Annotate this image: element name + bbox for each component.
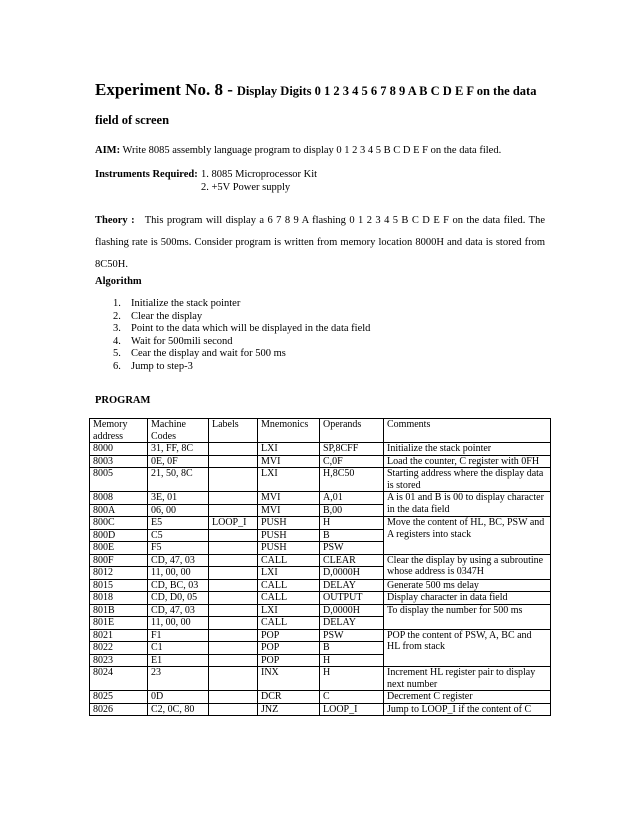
table-cell — [209, 579, 258, 592]
header-cell: Labels — [209, 419, 258, 443]
header-cell: Machine Codes — [148, 419, 209, 443]
table-cell — [209, 617, 258, 630]
instrument-item: 2. +5V Power supply — [201, 182, 291, 193]
instrument-item: 1. 8085 Microprocessor Kit — [201, 169, 318, 180]
table-cell: LXI — [258, 443, 320, 456]
table-cell: DELAY — [320, 617, 384, 630]
theory-text: This program will display a 6 7 8 9 A flashing 0 1 2 3 4 5 B C D E F on the data filed. The flashing rate is 500ms. Consider program is written from memory location 8000H and data is stored from 8C50H. — [95, 215, 546, 270]
comment-cell: Load the counter, C register with 0FH — [384, 455, 551, 468]
table-cell: E1 — [148, 654, 209, 667]
comment-cell: Initialize the stack pointer — [384, 443, 551, 456]
table-cell: SP,8CFF — [320, 443, 384, 456]
comment-cell: Starting address where the display data is stored — [384, 468, 551, 492]
table-cell: PUSH — [258, 542, 320, 555]
table-cell: 0D — [148, 691, 209, 704]
algorithm-step: 6. Jump to step-3 — [113, 360, 193, 372]
table-cell — [209, 667, 258, 691]
algorithm-step: 2. Clear the display — [113, 310, 203, 322]
table-cell: CD, 47, 03 — [148, 554, 209, 567]
table-row — [90, 667, 551, 691]
table-cell: DELAY — [320, 579, 384, 592]
table-cell: H,8C50 — [320, 468, 384, 492]
table-row — [90, 629, 551, 642]
table-cell: E5 — [148, 517, 209, 530]
comment-cell: Clear the display by using a subroutine whose address is 0347H — [384, 554, 551, 579]
title-line2: field of screen — [95, 113, 170, 127]
experiment-title — [95, 77, 555, 133]
table-cell: 06, 00 — [148, 504, 209, 517]
title-main: Experiment No. 8 - — [95, 80, 233, 99]
table-cell: 800C — [90, 517, 148, 530]
title-subtitle: Display Digits 0 1 2 3 4 5 6 7 8 9 A B C D E F on the data — [236, 84, 537, 98]
table-cell: 31, FF, 8C — [148, 443, 209, 456]
table-cell: B — [320, 529, 384, 542]
table-cell: D,0000H — [320, 604, 384, 617]
table-cell: 11, 00, 00 — [148, 617, 209, 630]
table-cell: MVI — [258, 504, 320, 517]
algorithm-list — [113, 298, 370, 373]
table-cell: 8003 — [90, 455, 148, 468]
table-cell — [209, 504, 258, 517]
table-cell: 0E, 0F — [148, 455, 209, 468]
header-cell: Mnemonics — [258, 419, 320, 443]
header-cell: Memory address — [90, 419, 148, 443]
comment-cell: Jump to LOOP_I if the content of C — [384, 703, 551, 716]
table-cell: C,0F — [320, 455, 384, 468]
table-cell — [209, 492, 258, 505]
table-cell: 8022 — [90, 642, 148, 655]
table-cell: C2, 0C, 80 — [148, 703, 209, 716]
table-cell: 8026 — [90, 703, 148, 716]
table-cell: CALL — [258, 592, 320, 605]
table-cell: LOOP_I — [320, 703, 384, 716]
table-row — [90, 592, 551, 605]
instruments-label: Instruments Required — [95, 169, 195, 180]
table-cell: 801E — [90, 617, 148, 630]
program-table — [89, 418, 551, 716]
table-row — [90, 604, 551, 617]
header-cell: Operands — [320, 419, 384, 443]
table-cell: MVI — [258, 492, 320, 505]
table-cell: H — [320, 654, 384, 667]
table-cell — [209, 567, 258, 580]
table-cell: 800A — [90, 504, 148, 517]
comment-cell: To display the number for 500 ms — [384, 604, 551, 629]
table-cell: C5 — [148, 529, 209, 542]
table-row — [90, 554, 551, 567]
table-cell: B,00 — [320, 504, 384, 517]
table-cell: JNZ — [258, 703, 320, 716]
table-cell: CD, D0, 05 — [148, 592, 209, 605]
table-cell: 800F — [90, 554, 148, 567]
algorithm-step: 5. Cear the display and wait for 500 ms — [113, 348, 286, 359]
instruments-section: Instruments Required: 1. 8085 Microprocessor Kit 2. +5V Power supply — [95, 169, 318, 193]
table-cell: POP — [258, 654, 320, 667]
table-cell: 800D — [90, 529, 148, 542]
table-cell: 21, 50, 8C — [148, 468, 209, 492]
table-cell: 8005 — [90, 468, 148, 492]
table-cell: LXI — [258, 468, 320, 492]
table-cell: 8021 — [90, 629, 148, 642]
table-cell: CALL — [258, 617, 320, 630]
table-row — [90, 443, 551, 456]
table-row — [90, 703, 551, 716]
table-cell: 8024 — [90, 667, 148, 691]
algorithm-heading: Algorithm — [95, 276, 142, 287]
program-heading: PROGRAM — [95, 395, 151, 406]
table-cell: LOOP_I — [209, 517, 258, 530]
table-cell: B — [320, 642, 384, 655]
table-cell — [209, 554, 258, 567]
table-cell: LXI — [258, 604, 320, 617]
theory-label: Theory : — [95, 215, 135, 226]
table-cell: D,0000H — [320, 567, 384, 580]
aim-label: AIM: — [95, 145, 121, 156]
table-cell: INX — [258, 667, 320, 691]
table-cell — [209, 455, 258, 468]
table-cell — [209, 529, 258, 542]
table-cell: H — [320, 667, 384, 691]
aim-text: Write 8085 assembly language program to display 0 1 2 3 4 5 B C D E F on the data filed. — [122, 145, 502, 156]
comment-cell: Display character in data field — [384, 592, 551, 605]
table-cell: H — [320, 517, 384, 530]
table-cell: 8012 — [90, 567, 148, 580]
table-cell — [209, 542, 258, 555]
table-cell — [209, 443, 258, 456]
table-cell — [209, 642, 258, 655]
comment-cell: POP the content of PSW, A, BC and HL from stack — [384, 629, 551, 667]
table-cell: 8008 — [90, 492, 148, 505]
table-cell: CLEAR — [320, 554, 384, 567]
table-cell — [209, 468, 258, 492]
table-cell: 8025 — [90, 691, 148, 704]
algorithm-step: 3. Point to the data which will be displayed in the data field — [113, 323, 371, 334]
header-cell: Comments — [384, 419, 551, 443]
table-cell: POP — [258, 642, 320, 655]
table-cell: CALL — [258, 554, 320, 567]
table-cell: OUTPUT — [320, 592, 384, 605]
table-row — [90, 517, 551, 530]
table-cell: CD, BC, 03 — [148, 579, 209, 592]
algorithm-step: 1. Initialize the stack pointer — [113, 298, 241, 309]
table-row — [90, 455, 551, 468]
comment-cell: Decrement C register — [384, 691, 551, 704]
table-cell: PSW — [320, 629, 384, 642]
table-cell: 800E — [90, 542, 148, 555]
table-cell: LXI — [258, 567, 320, 580]
table-cell: 3E, 01 — [148, 492, 209, 505]
table-row — [90, 492, 551, 505]
table-cell: CALL — [258, 579, 320, 592]
comment-cell: Generate 500 ms delay — [384, 579, 551, 592]
table-cell — [209, 691, 258, 704]
comment-cell: A is 01 and B is 00 to display character in the data field — [384, 492, 551, 517]
table-row — [90, 691, 551, 704]
table-cell: PUSH — [258, 517, 320, 530]
table-cell: 11, 00, 00 — [148, 567, 209, 580]
table-cell: PUSH — [258, 529, 320, 542]
table-header-row — [90, 419, 551, 443]
table-cell: 23 — [148, 667, 209, 691]
table-cell: 801B — [90, 604, 148, 617]
comment-cell: Move the content of HL, BC, PSW and A registers into stack — [384, 517, 551, 555]
table-cell: PSW — [320, 542, 384, 555]
table-cell — [209, 654, 258, 667]
table-cell: F1 — [148, 629, 209, 642]
table-cell — [209, 592, 258, 605]
table-cell: F5 — [148, 542, 209, 555]
table-row — [90, 468, 551, 492]
table-cell: C — [320, 691, 384, 704]
table-cell: 8023 — [90, 654, 148, 667]
table-row — [90, 579, 551, 592]
table-cell — [209, 604, 258, 617]
table-cell: 8015 — [90, 579, 148, 592]
table-cell: C1 — [148, 642, 209, 655]
table-cell: 8018 — [90, 592, 148, 605]
comment-cell: Increment HL register pair to display next number — [384, 667, 551, 691]
theory-paragraph — [95, 210, 545, 276]
table-cell: MVI — [258, 455, 320, 468]
table-cell: 8000 — [90, 443, 148, 456]
table-cell — [209, 629, 258, 642]
table-cell: A,01 — [320, 492, 384, 505]
table-cell: DCR — [258, 691, 320, 704]
table-cell: POP — [258, 629, 320, 642]
table-cell: CD, 47, 03 — [148, 604, 209, 617]
table-cell — [209, 703, 258, 716]
aim-paragraph — [95, 145, 501, 156]
algorithm-step: 4. Wait for 500mili second — [113, 335, 233, 347]
